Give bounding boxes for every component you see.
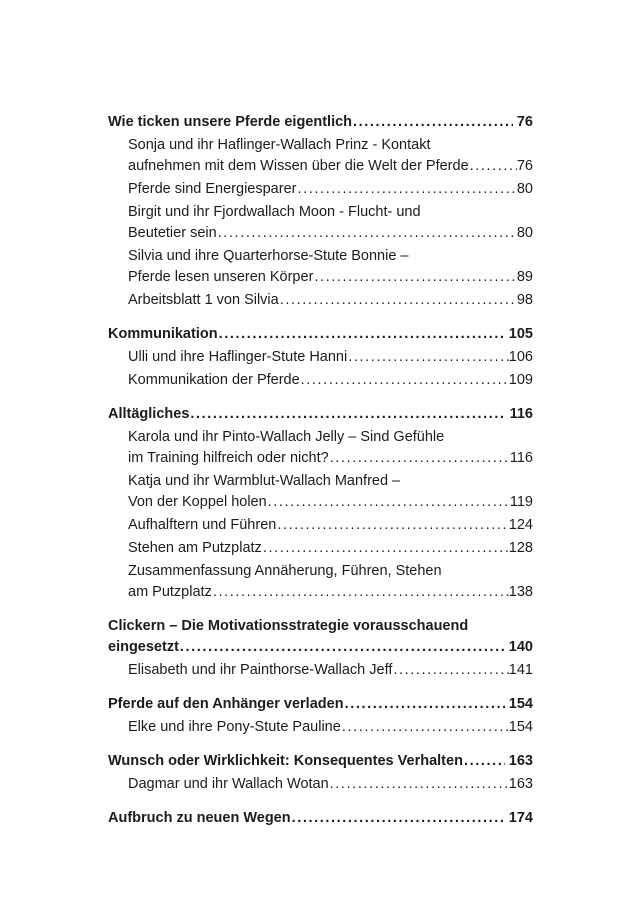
page-number: 76 [516, 158, 533, 174]
toc-entry-line [128, 561, 533, 582]
toc-entry-text: am Putzplatz [128, 584, 212, 600]
toc-entry-line [128, 660, 533, 681]
dot-leader [190, 404, 505, 425]
dot-leader [292, 808, 505, 829]
toc-entry [108, 179, 533, 200]
toc-heading [108, 694, 533, 715]
toc-entry-text: Silvia und ihre Quarterhorse-Stute Bonnie – [128, 248, 409, 264]
toc-heading-line [108, 404, 533, 425]
toc-entry [108, 538, 533, 559]
toc-entry-text: Katja und ihr Warmblut-Wallach Manfred – [128, 473, 401, 489]
page-number: 109 [508, 372, 533, 388]
toc-heading [108, 112, 533, 133]
page-number: 124 [508, 517, 533, 533]
dot-leader [280, 290, 517, 311]
page-number: 128 [508, 540, 533, 556]
dot-leader [268, 492, 510, 513]
toc-entry-text: Beutetier sein [128, 225, 217, 241]
toc-heading [108, 324, 533, 345]
toc-entry-line [128, 246, 533, 267]
toc-heading-line [108, 112, 533, 133]
page-number: 141 [508, 662, 533, 678]
toc-section [108, 324, 533, 391]
toc-section [108, 751, 533, 795]
toc-entry-text: aufnehmen mit dem Wissen über die Welt der Pferde [128, 158, 469, 174]
toc-entry-text: Elke und ihre Pony-Stute Pauline [128, 719, 341, 735]
toc-entry-text: Pferde lesen unseren Körper [128, 269, 314, 285]
dot-leader [314, 267, 516, 288]
toc-entry [108, 246, 533, 288]
toc-entry [108, 347, 533, 368]
page-number: 154 [508, 719, 533, 735]
dot-leader [464, 751, 505, 772]
dot-leader [297, 179, 516, 200]
dot-leader [218, 223, 517, 244]
toc-entry-line [128, 267, 533, 288]
toc-entry-line [128, 427, 533, 448]
toc-entry-text: Aufhalftern und Führen [128, 517, 277, 533]
toc-entry-line [128, 774, 533, 795]
dot-leader [353, 112, 513, 133]
toc-heading-line [108, 808, 533, 829]
dot-leader [219, 324, 505, 345]
toc-entry-line [128, 538, 533, 559]
dot-leader [330, 448, 510, 469]
toc-section [108, 404, 533, 603]
toc-section [108, 808, 533, 829]
toc-entry-text: Arbeitsblatt 1 von Silvia [128, 292, 279, 308]
toc-entry-line [128, 471, 533, 492]
toc-entry-line [128, 448, 533, 469]
toc-heading-line [108, 694, 533, 715]
toc-entry-line [128, 515, 533, 536]
toc-entry-line [128, 347, 533, 368]
page-number: 116 [509, 406, 533, 422]
page-number: 89 [516, 269, 533, 285]
toc-heading-line [108, 324, 533, 345]
toc-entry-text: Elisabeth und ihr Painthorse-Wallach Jeff [128, 662, 393, 678]
toc-entry-line [128, 156, 533, 177]
toc-entry-line [128, 582, 533, 603]
toc-entry-line [128, 223, 533, 244]
table-of-contents [108, 112, 533, 829]
toc-heading [108, 751, 533, 772]
toc-section [108, 694, 533, 738]
toc-heading [108, 616, 533, 658]
toc-entry-line [128, 202, 533, 223]
toc-entry-text: Pferde sind Energiesparer [128, 181, 297, 197]
toc-heading-line [108, 637, 533, 658]
dot-leader [301, 370, 509, 391]
toc-entry [108, 370, 533, 391]
page-number: 163 [508, 753, 533, 769]
toc-entry [108, 135, 533, 177]
dot-leader [348, 347, 509, 368]
toc-entry-line [128, 290, 533, 311]
page-number: 105 [508, 326, 533, 342]
toc-entry [108, 515, 533, 536]
toc-heading [108, 808, 533, 829]
toc-entry [108, 427, 533, 469]
toc-entry-text: Ulli und ihre Haflinger-Stute Hanni [128, 349, 348, 365]
toc-entry [108, 717, 533, 738]
dot-leader [213, 582, 509, 603]
toc-entry-text: Karola und ihr Pinto-Wallach Jelly – Sind Gefühle [128, 429, 445, 445]
toc-heading-text: Kommunikation [108, 326, 218, 342]
toc-entry [108, 471, 533, 513]
dot-leader [277, 515, 508, 536]
toc-heading-text: Pferde auf den Anhänger verladen [108, 696, 344, 712]
toc-entry-line [128, 370, 533, 391]
page-number: 138 [508, 584, 533, 600]
toc-entry-text: Kommunikation der Pferde [128, 372, 300, 388]
toc-entry-text: Zusammenfassung Annäherung, Führen, Stehen [128, 563, 442, 579]
dot-leader [330, 774, 509, 795]
toc-entry-line [128, 492, 533, 513]
dot-leader [345, 694, 505, 715]
page-number: 140 [508, 639, 533, 655]
toc-heading-line [108, 616, 533, 637]
toc-heading-text: Alltägliches [108, 406, 190, 422]
dot-leader [393, 660, 508, 681]
page-number: 154 [508, 696, 533, 712]
toc-entry-text: Stehen am Putzplatz [128, 540, 262, 556]
toc-entry-text: Von der Koppel holen [128, 494, 267, 510]
dot-leader [470, 156, 517, 177]
dot-leader [342, 717, 509, 738]
toc-heading-text: Clickern – Die Motivationsstrategie vorausschauend [108, 618, 469, 634]
toc-heading-line [108, 751, 533, 772]
toc-entry-line [128, 179, 533, 200]
toc-heading-text: Aufbruch zu neuen Wegen [108, 810, 291, 826]
toc-entry-text: im Training hilfreich oder nicht? [128, 450, 329, 466]
page-number: 76 [516, 114, 533, 130]
dot-leader [180, 637, 505, 658]
toc-entry-text: Birgit und ihr Fjordwallach Moon - Flucht- und [128, 204, 421, 220]
toc-section [108, 616, 533, 681]
toc-entry-text: Sonja und ihr Haflinger-Wallach Prinz - Kontakt [128, 137, 431, 153]
toc-entry-line [128, 717, 533, 738]
toc-entry [108, 290, 533, 311]
dot-leader [263, 538, 509, 559]
toc-heading-text: Wie ticken unsere Pferde eigentlich [108, 114, 353, 130]
page-number: 163 [508, 776, 533, 792]
toc-section [108, 112, 533, 311]
toc-entry [108, 774, 533, 795]
toc-entry-text: Dagmar und ihr Wallach Wotan [128, 776, 329, 792]
toc-entry-line [128, 135, 533, 156]
toc-heading [108, 404, 533, 425]
page-number: 174 [508, 810, 533, 826]
toc-heading-text: eingesetzt [108, 639, 179, 655]
toc-entry [108, 561, 533, 603]
page-number: 119 [509, 494, 533, 510]
toc-entry [108, 202, 533, 244]
page-number: 98 [516, 292, 533, 308]
toc-entry [108, 660, 533, 681]
page-number: 80 [516, 225, 533, 241]
page-number: 106 [508, 349, 533, 365]
page-number: 116 [509, 450, 533, 466]
toc-heading-text: Wunsch oder Wirklichkeit: Konsequentes Verhalten [108, 753, 463, 769]
page-number: 80 [516, 181, 533, 197]
